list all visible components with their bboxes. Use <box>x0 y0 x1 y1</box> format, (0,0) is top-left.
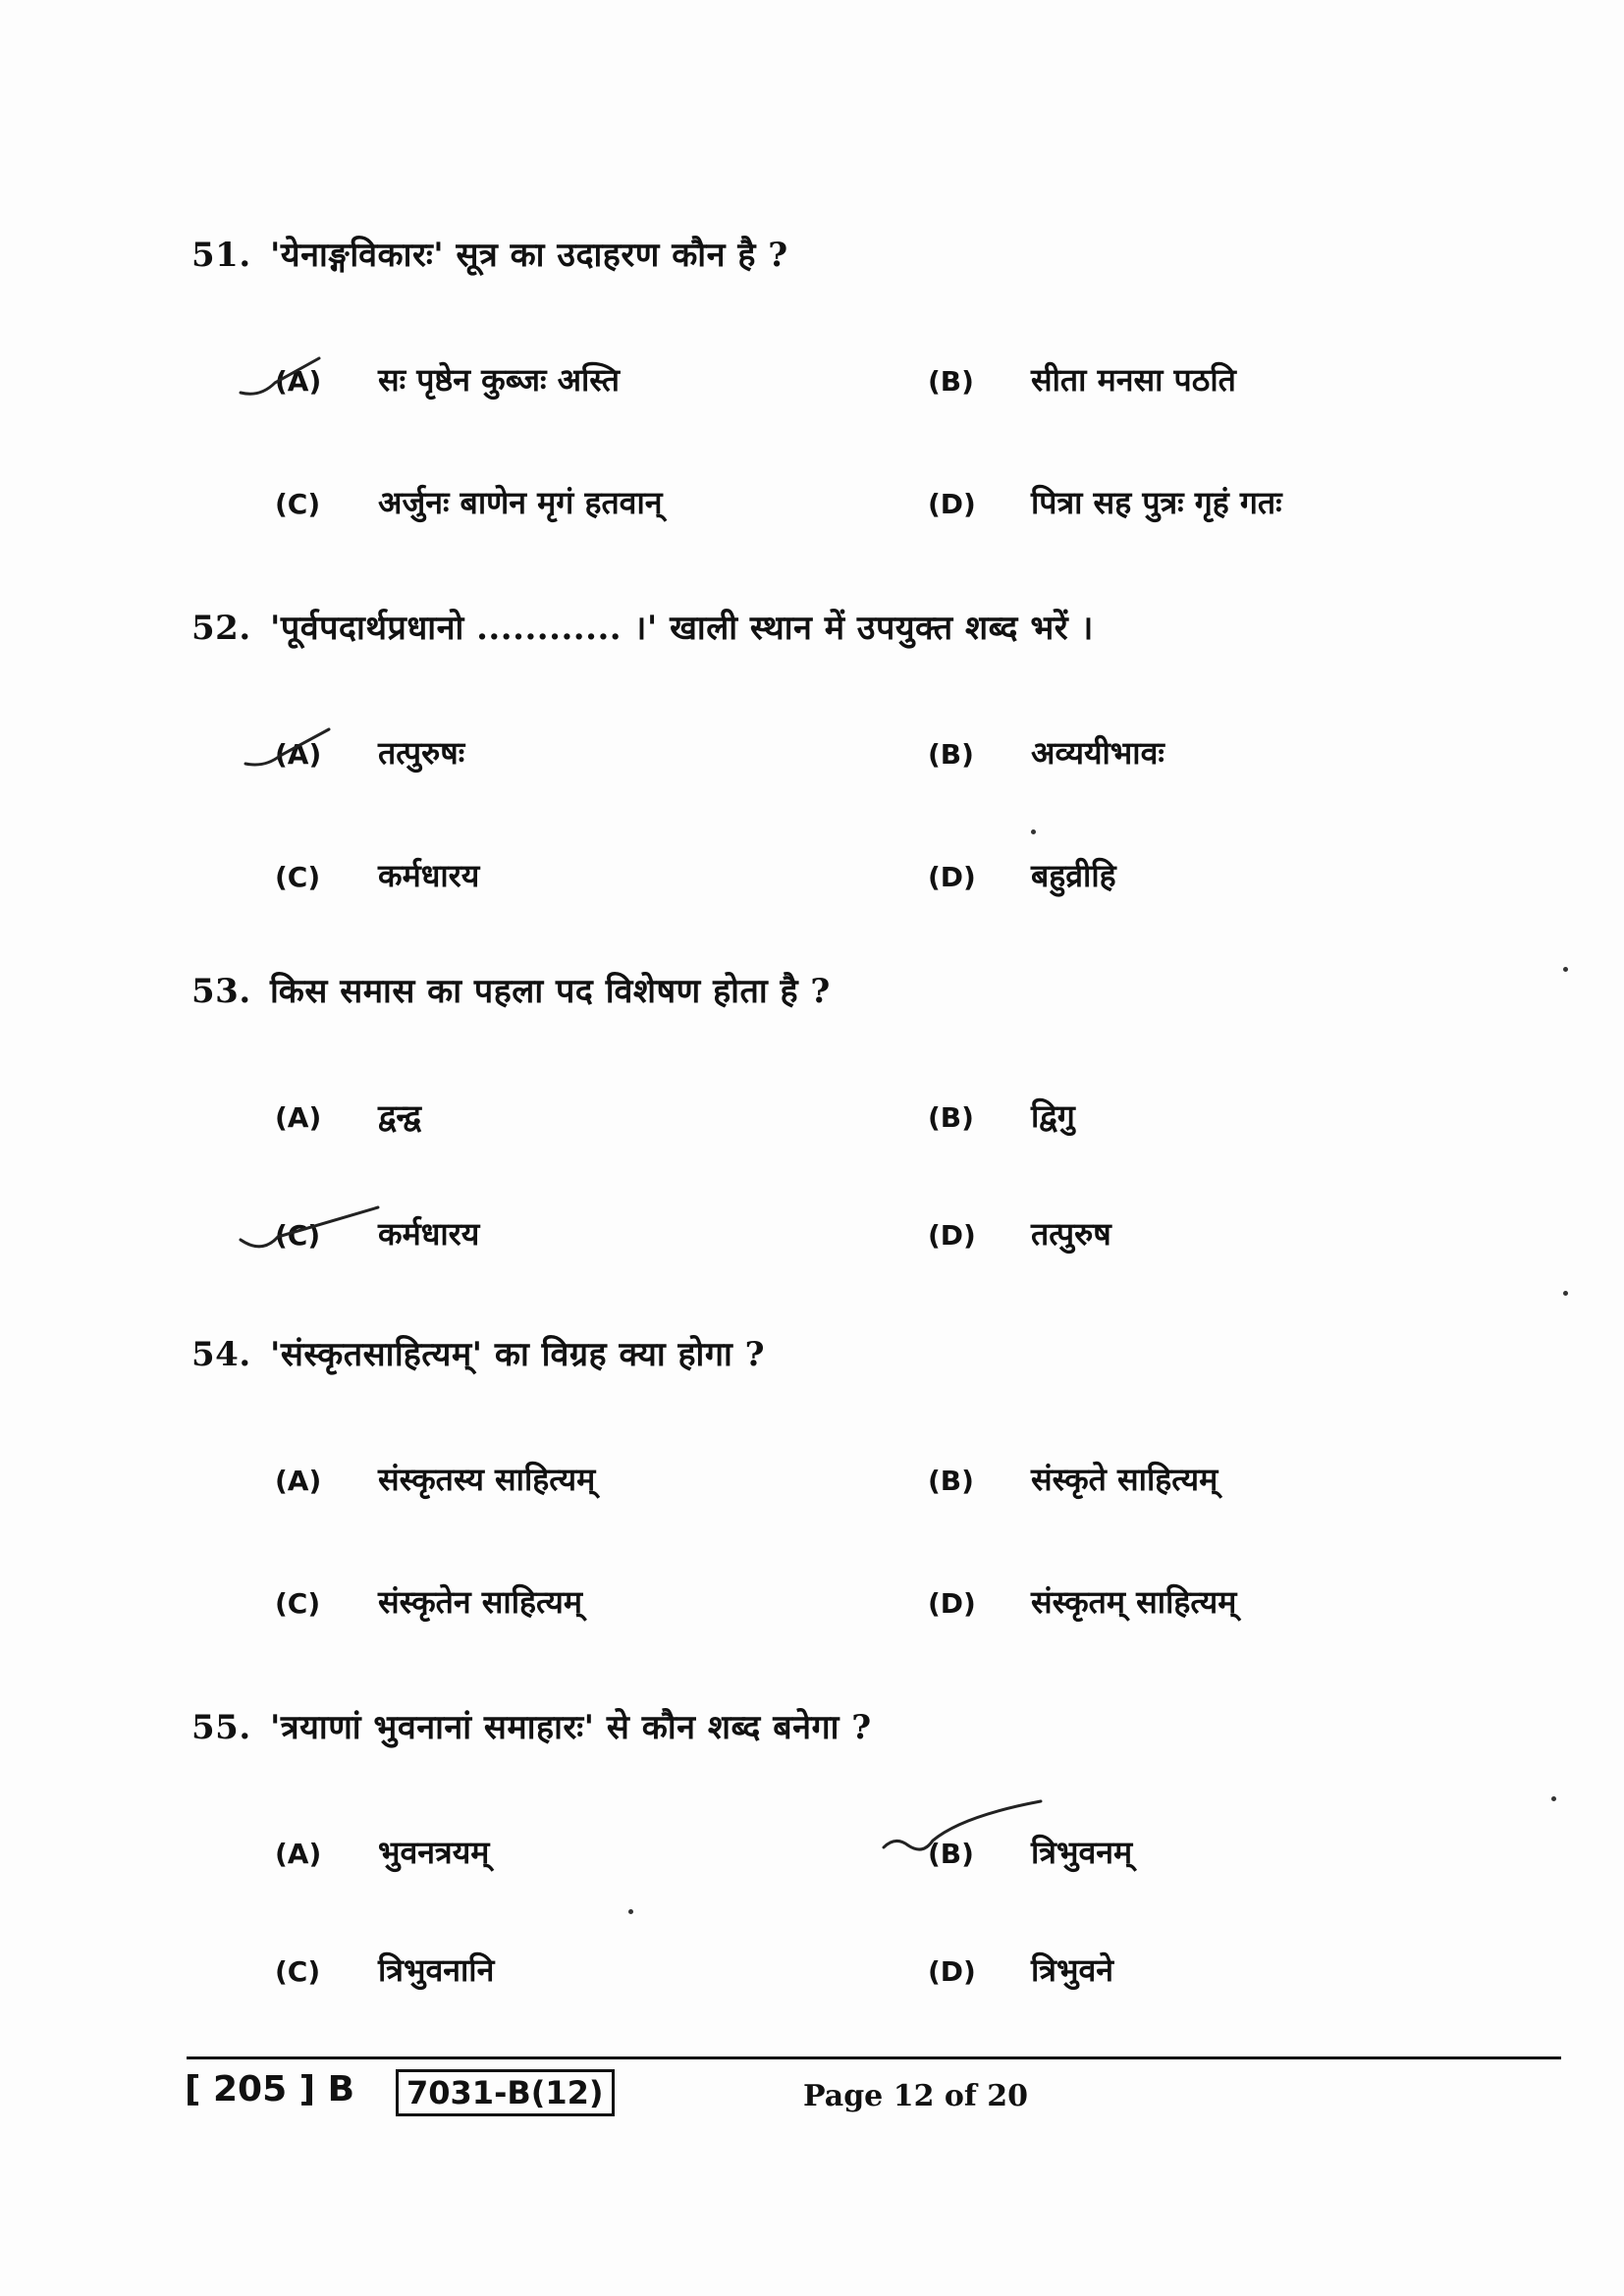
option-label: (A) <box>275 1465 322 1497</box>
scan-speck <box>1563 967 1568 972</box>
option-label: (B) <box>928 738 974 771</box>
question-52 <box>191 604 1094 649</box>
option-label: (D) <box>928 1587 976 1620</box>
question-text: किस समास का पहला पद विशेषण होता है ? <box>270 972 831 1011</box>
option-text: अव्ययीभावः <box>1031 734 1164 772</box>
option-54-b <box>928 1458 1218 1500</box>
option-label: (C) <box>275 1955 321 1988</box>
option-label: (D) <box>928 488 976 520</box>
option-text: संस्कृते साहित्यम् <box>1031 1461 1218 1498</box>
option-54-a <box>275 1458 595 1500</box>
option-text: कर्मधारय <box>378 1215 480 1253</box>
scan-speck <box>1551 1796 1556 1801</box>
option-text: संस्कृतस्य साहित्यम् <box>378 1461 596 1498</box>
option-text: त्रिभुवने <box>1031 1951 1114 1989</box>
option-53-d <box>928 1212 1111 1255</box>
option-label: (B) <box>928 365 974 398</box>
scan-speck <box>628 1909 633 1914</box>
option-55-a <box>275 1831 489 1873</box>
question-text: 'येनाङ्गविकारः' सूत्र का उदाहरण कौन है ? <box>270 236 788 275</box>
option-text: द्विगु <box>1031 1097 1075 1135</box>
question-text: 'त्रयाणां भुवनानां समाहारः' से कौन शब्द बनेगा ? <box>270 1708 872 1747</box>
option-label: (C) <box>275 1219 321 1252</box>
option-54-c <box>275 1580 582 1623</box>
booklet-code: 7031-B(12) <box>396 2069 615 2116</box>
option-text: अर्जुनः बाणेन मृगं हतवान् <box>378 484 663 521</box>
option-55-c <box>275 1949 494 1991</box>
option-label: (C) <box>275 861 321 893</box>
footer <box>185 2069 1559 2128</box>
scan-speck <box>1563 1291 1568 1296</box>
option-label: (D) <box>928 1219 976 1252</box>
option-text: भुवनत्रयम् <box>378 1834 490 1871</box>
question-number: 53. <box>191 972 251 1011</box>
option-label: (D) <box>928 861 976 893</box>
option-label: (A) <box>275 1101 322 1134</box>
tick-mark-icon <box>241 1205 398 1264</box>
question-text: 'पूर्वपदार्थप्रधानो ............ ।' खाली स्थान में उपयुक्त शब्द भरें । <box>270 609 1094 648</box>
option-text: पित्रा सह पुत्रः गृहं गतः <box>1031 484 1282 521</box>
option-text: कर्मधारय <box>378 857 480 894</box>
option-label: (A) <box>275 1838 322 1870</box>
scan-speck <box>1031 829 1036 834</box>
option-54-d <box>928 1580 1236 1623</box>
option-51-c <box>275 481 663 523</box>
option-55-d <box>928 1949 1113 1991</box>
option-text: सः पृष्ठेन कुब्जः अस्ति <box>378 361 620 399</box>
tick-mark-icon <box>241 353 398 412</box>
tick-mark-icon <box>884 1806 1041 1865</box>
option-52-b <box>928 731 1164 774</box>
question-51 <box>191 231 788 276</box>
option-text: त्रिभुवनम् <box>1031 1834 1133 1871</box>
question-number: 52. <box>191 609 251 648</box>
option-53-a <box>275 1095 421 1137</box>
option-label: (C) <box>275 488 321 520</box>
paper-code: [ 205 ] B <box>185 2069 355 2109</box>
question-53 <box>191 967 831 1012</box>
option-label: (A) <box>275 738 322 771</box>
option-52-d <box>928 854 1116 896</box>
option-label: (B) <box>928 1101 974 1134</box>
option-label: (C) <box>275 1587 321 1620</box>
option-text: बहुव्रीहि <box>1031 857 1116 894</box>
option-51-d <box>928 481 1282 523</box>
option-52-c <box>275 854 479 896</box>
option-label: (D) <box>928 1955 976 1988</box>
question-number: 55. <box>191 1708 251 1747</box>
option-label: (B) <box>928 1465 974 1497</box>
tick-mark-icon <box>245 726 403 785</box>
option-text: द्वन्द्व <box>378 1097 421 1135</box>
footer-divider <box>187 2056 1561 2059</box>
option-label: (B) <box>928 1838 974 1870</box>
page-number: Page 12 of 20 <box>803 2079 1028 2113</box>
option-text: तत्पुरुषः <box>378 734 465 772</box>
option-53-b <box>928 1095 1075 1137</box>
question-text: 'संस्कृतसाहित्यम्' का विग्रह क्या होगा ? <box>270 1335 766 1374</box>
option-text: संस्कृतम् साहित्यम् <box>1031 1583 1237 1621</box>
option-text: संस्कृतेन साहित्यम् <box>378 1583 582 1621</box>
option-51-b <box>928 358 1236 400</box>
question-55 <box>191 1703 872 1748</box>
option-text: सीता मनसा पठति <box>1031 361 1236 399</box>
option-text: त्रिभुवनानि <box>378 1951 495 1989</box>
question-number: 51. <box>191 236 251 275</box>
option-label: (A) <box>275 365 322 398</box>
question-number: 54. <box>191 1335 251 1374</box>
option-text: तत्पुरुष <box>1031 1215 1111 1253</box>
question-54 <box>191 1330 765 1375</box>
